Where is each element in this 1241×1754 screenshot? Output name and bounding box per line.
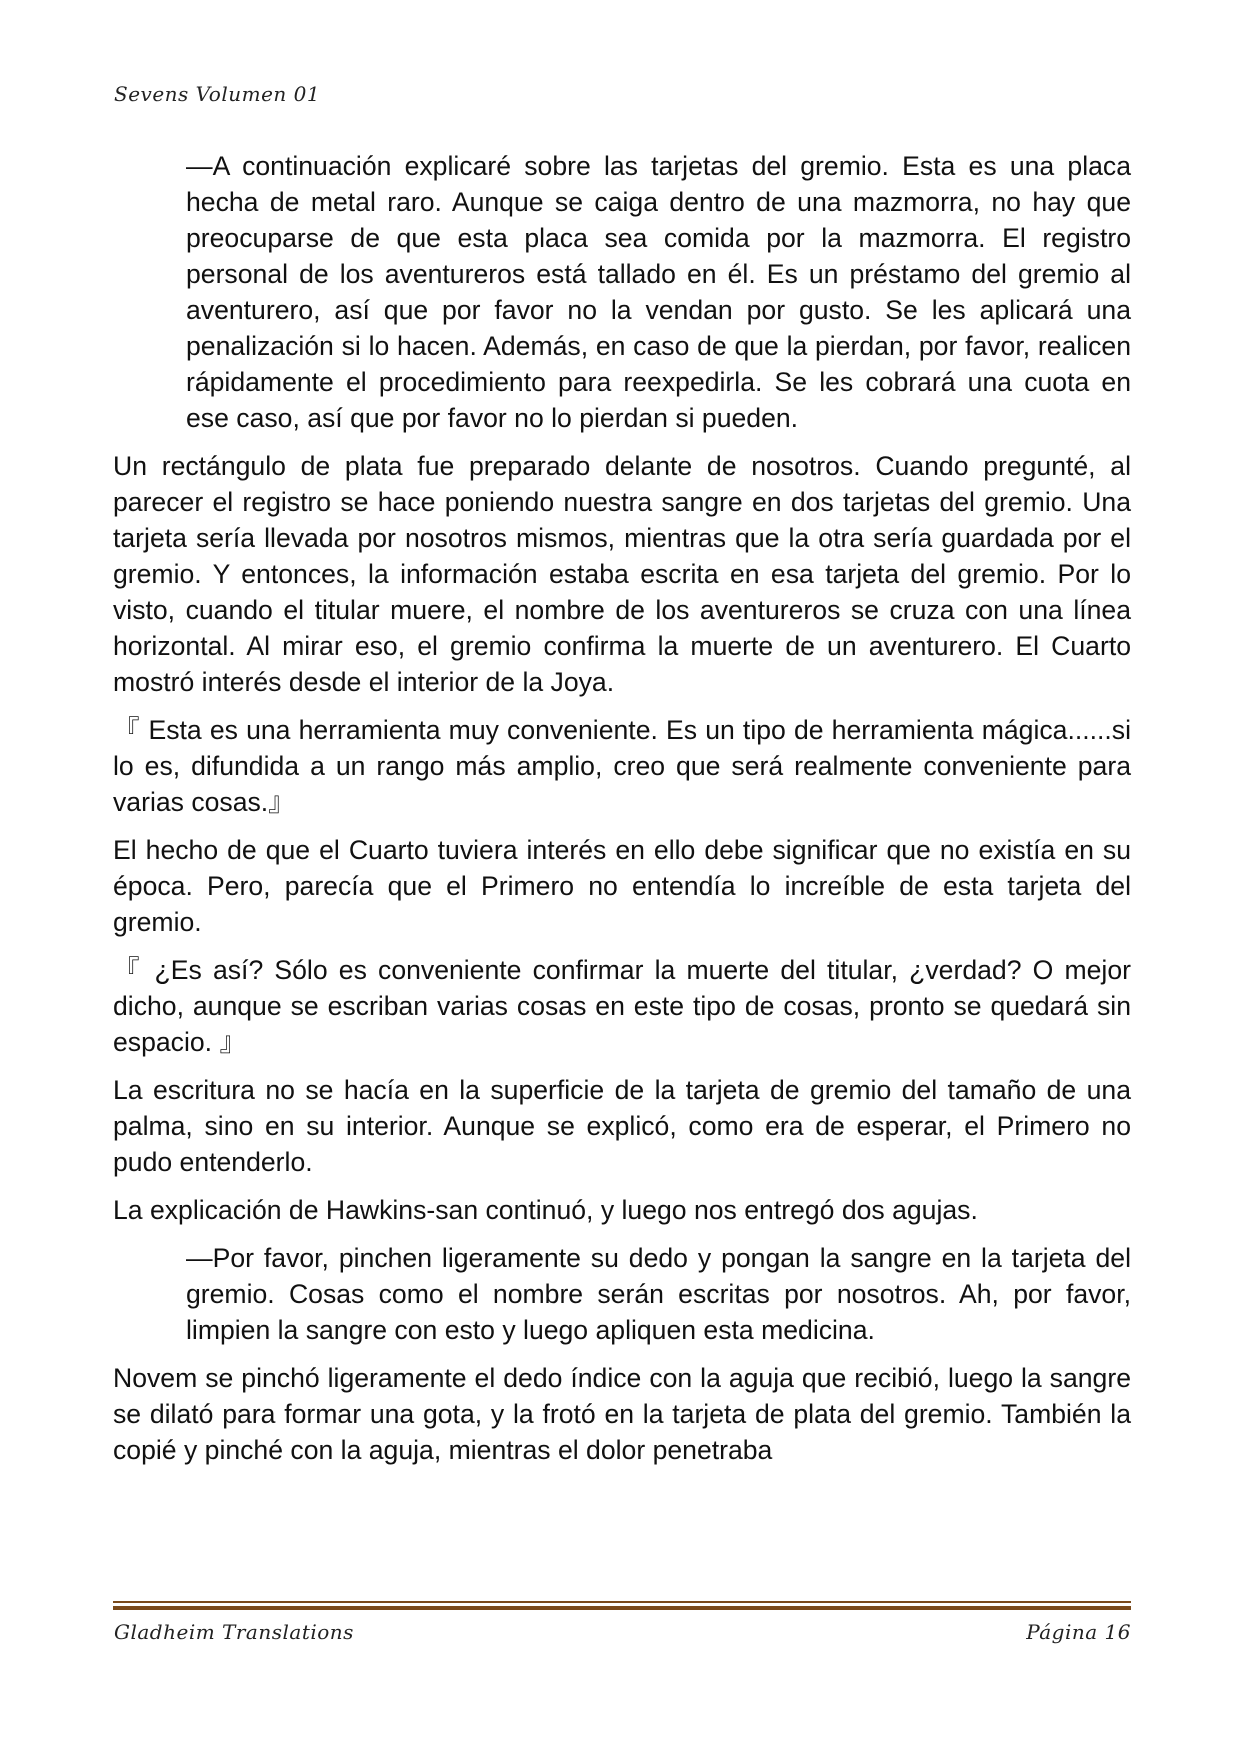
page-header-title: Sevens Volumen 01 <box>114 82 321 106</box>
paragraph-9: Novem se pinchó ligeramente el dedo índice con la aguja que recibió, luego la sangre se dilató para formar una gota, y la frotó en la tarjeta de plata del gremio. También la copié y pinché con la aguja, mientras el dolor penetraba <box>113 1363 1131 1465</box>
paragraph-4: El hecho de que el Cuarto tuviera interés en ello debe significar que no existía en su época. Pero, parecía que el Primero no entendía lo increíble de esta tarjeta del gremio. <box>113 835 1131 937</box>
paragraph-6: La escritura no se hacía en la superficie de la tarjeta de gremio del tamaño de una palma, sino en su interior. Aunque se explicó, como era de esperar, el Primero no pudo entenderlo. <box>113 1075 1131 1177</box>
paragraph-dialog-1: —A continuación explicaré sobre las tarjetas del gremio. Esta es una placa hecha de metal raro. Aunque se caiga dentro de una mazmorra, no hay que preocuparse de que esta placa sea comida por la mazmorra. El registro personal de los aventureros está tallado en él. Es un préstamo del gremio al aventurero, así que por favor no la vendan por gusto. Se les aplicará una penalización si lo hacen. Además, en caso de que la pierdan, por favor, realicen rápidamente el procedimiento para reexpedirla. Se les cobrará una cuota en ese caso, así que por favor no lo pierdan si pueden. <box>186 151 1131 433</box>
paragraph-7: La explicación de Hawkins-san continuó, y luego nos entregó dos agujas. <box>113 1195 978 1225</box>
paragraph-quote-3: 『 Esta es una herramienta muy conveniente. Es un tipo de herramienta mágica......si lo es, difundida a un rango más amplio, creo que será realmente conveniente para varias cosas.』 <box>113 715 1131 817</box>
paragraph-2: Un rectángulo de plata fue preparado delante de nosotros. Cuando pregunté, al parecer el registro se hace poniendo nuestra sangre en dos tarjetas del gremio. Una tarjeta sería llevada por nosotros mismos, mientras que la otra sería guardada por el gremio. Y entonces, la información estaba escrita en esa tarjeta del gremio. Por lo visto, cuando el titular muere, el nombre de los aventureros se cruza con una línea horizontal. Al mirar eso, el gremio confirma la muerte de un aventurero. El Cuarto mostró interés desde el interior de la Joya. <box>113 451 1131 697</box>
footer-divider-thin <box>113 1601 1131 1603</box>
footer-translator: Gladheim Translations <box>114 1620 354 1644</box>
paragraph-quote-5: 『 ¿Es así? Sólo es conveniente confirmar la muerte del titular, ¿verdad? O mejor dicho, aunque se escriban varias cosas en este tipo de cosas, pronto se quedará sin espacio. 』 <box>113 955 1131 1057</box>
page-body <box>113 148 1131 1480</box>
paragraph-dialog-8: —Por favor, pinchen ligeramente su dedo y pongan la sangre en la tarjeta del gremio. Cosas como el nombre serán escritas por nosotros. Ah, por favor, limpien la sangre con esto y luego apliquen esta medicina. <box>186 1243 1131 1345</box>
footer-divider-thick <box>113 1606 1131 1610</box>
footer-page-number: Página 16 <box>1026 1620 1131 1644</box>
